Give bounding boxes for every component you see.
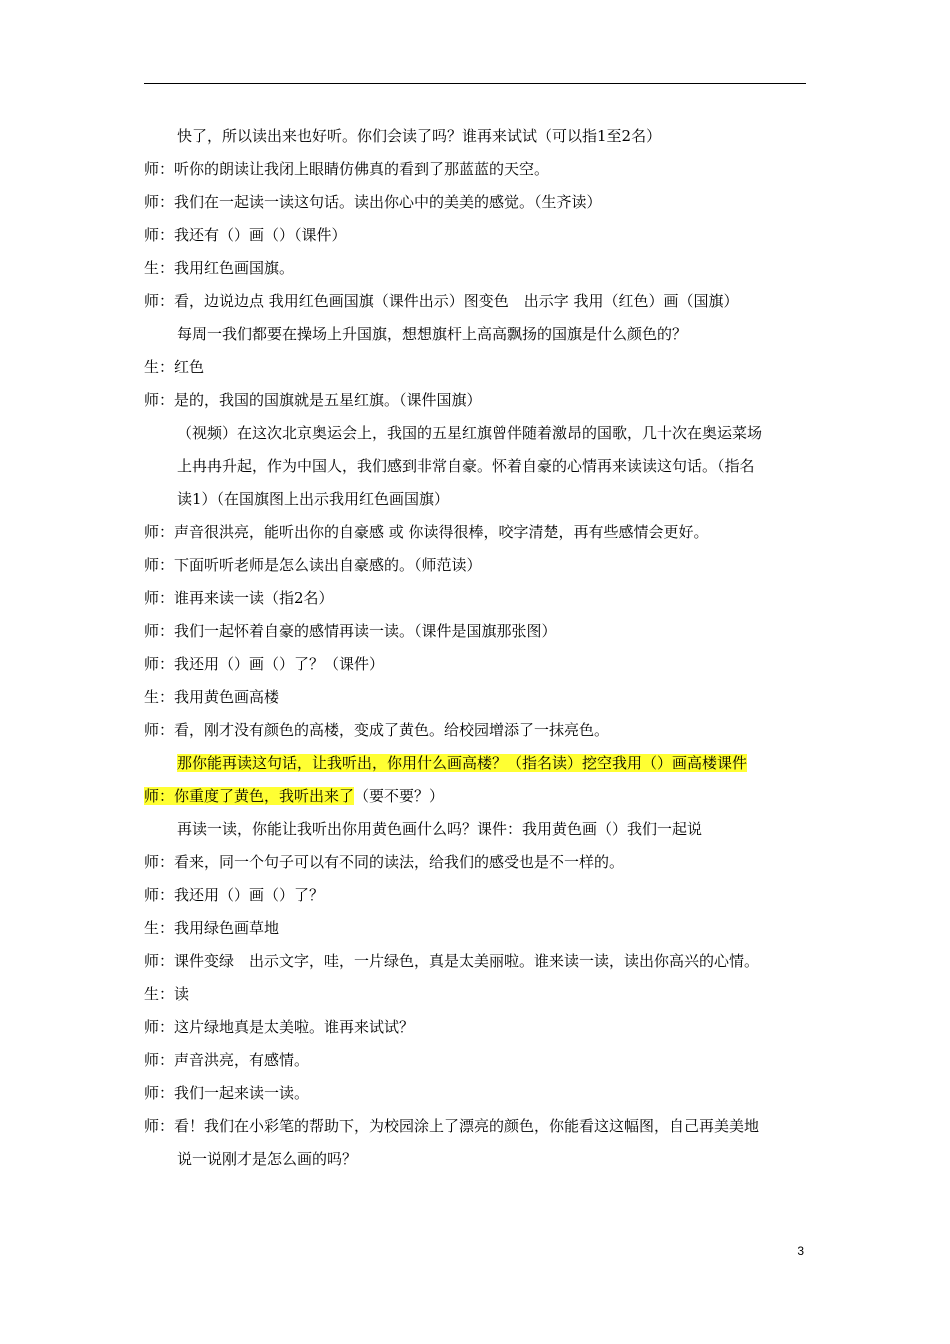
text-line: 生：我用黄色画高楼	[144, 688, 280, 706]
text-line: 师：这片绿地真是太美啦。谁再来试试？	[144, 1018, 415, 1036]
text-line: 师：声音洪亮，有感情。	[144, 1051, 310, 1069]
text-line: 生：我用绿色画草地	[144, 919, 280, 937]
text-line: 师：看，边说边点 我用红色画国旗（课件出示）图变色 出示字 我用（红色）画（国旗）	[144, 292, 739, 310]
text-line: 再读一读，你能让我听出你用黄色画什么吗？课件：我用黄色画（）我们一起说	[177, 820, 703, 838]
text-line: 生：红色	[144, 358, 205, 376]
text-line: 师：下面听听老师是怎么读出自豪感的。（师范读）	[144, 556, 482, 574]
text-line: 师：看，刚才没有颜色的高楼，变成了黄色。给校园增添了一抹亮色。	[144, 721, 610, 739]
text-line: 师：是的，我国的国旗就是五星红旗。（课件国旗）	[144, 391, 482, 409]
text-line: （视频）在这次北京奥运会上，我国的五星红旗曾伴随着激昂的国歌，几十次在奥运菜场	[177, 424, 763, 442]
text-line: 师：看！我们在小彩笔的帮助下，为校园涂上了漂亮的颜色，你能看这这幅图，自己再美美地	[144, 1117, 760, 1135]
highlight-text: 师：你重度了黄色，我听出来了	[144, 787, 355, 805]
highlighted-line	[144, 780, 810, 813]
text-line: 师：我们一起怀着自豪的感情再读一读。（课件是国旗那张图）	[144, 622, 557, 640]
text-line: 师：我还用（）画（）了？	[144, 886, 325, 904]
text-fragment: （要不要？）	[354, 787, 445, 805]
text-line: 师：声音很洪亮，能听出你的自豪感 或 你读得很棒，咬字清楚，再有些感情会更好。	[144, 523, 709, 541]
text-line: 师：看来，同一个句子可以有不同的读法，给我们的感受也是不一样的。	[144, 853, 625, 871]
text-line: 上冉冉升起，作为中国人，我们感到非常自豪。怀着自豪的心情再来读读这句话。（指名	[177, 457, 755, 475]
document-body	[144, 120, 810, 1176]
text-line: 师：我们在一起读一读这句话。读出你心中的美美的感觉。（生齐读）	[144, 193, 602, 211]
highlighted-line	[144, 747, 810, 780]
page-number: 3	[797, 1244, 804, 1258]
text-line: 快了，所以读出来也好听。你们会读了吗？谁再来试试（可以指1至2名）	[177, 127, 662, 145]
header-rule	[144, 83, 806, 84]
text-line: 生：读	[144, 985, 190, 1003]
text-line: 师：我还有（）画（）（课件）	[144, 226, 347, 244]
text-line: 每周一我们都要在操场上升国旗，想想旗杆上高高飘扬的国旗是什么颜色的？	[177, 325, 688, 343]
text-line: 生：我用红色画国旗。	[144, 259, 295, 277]
text-line: 师：我还用（）画（）了？（课件）	[144, 655, 385, 673]
text-line: 读1）（在国旗图上出示我用红色画国旗）	[177, 490, 450, 508]
text-line: 师：我们一起来读一读。	[144, 1084, 310, 1102]
text-line: 师：课件变绿 出示文字，哇，一片绿色，真是太美丽啦。谁来读一读，读出你高兴的心情。	[144, 952, 760, 970]
text-line: 说一说刚才是怎么画的吗？	[177, 1150, 358, 1168]
text-line: 师：听你的朗读让我闭上眼睛仿佛真的看到了那蓝蓝的天空。	[144, 160, 550, 178]
highlight-text: 那你能再读这句话，让我听出，你用什么画高楼？（指名读）挖空我用（）画高楼课件	[177, 754, 748, 772]
text-line: 师：谁再来读一读（指2名）	[144, 589, 334, 607]
